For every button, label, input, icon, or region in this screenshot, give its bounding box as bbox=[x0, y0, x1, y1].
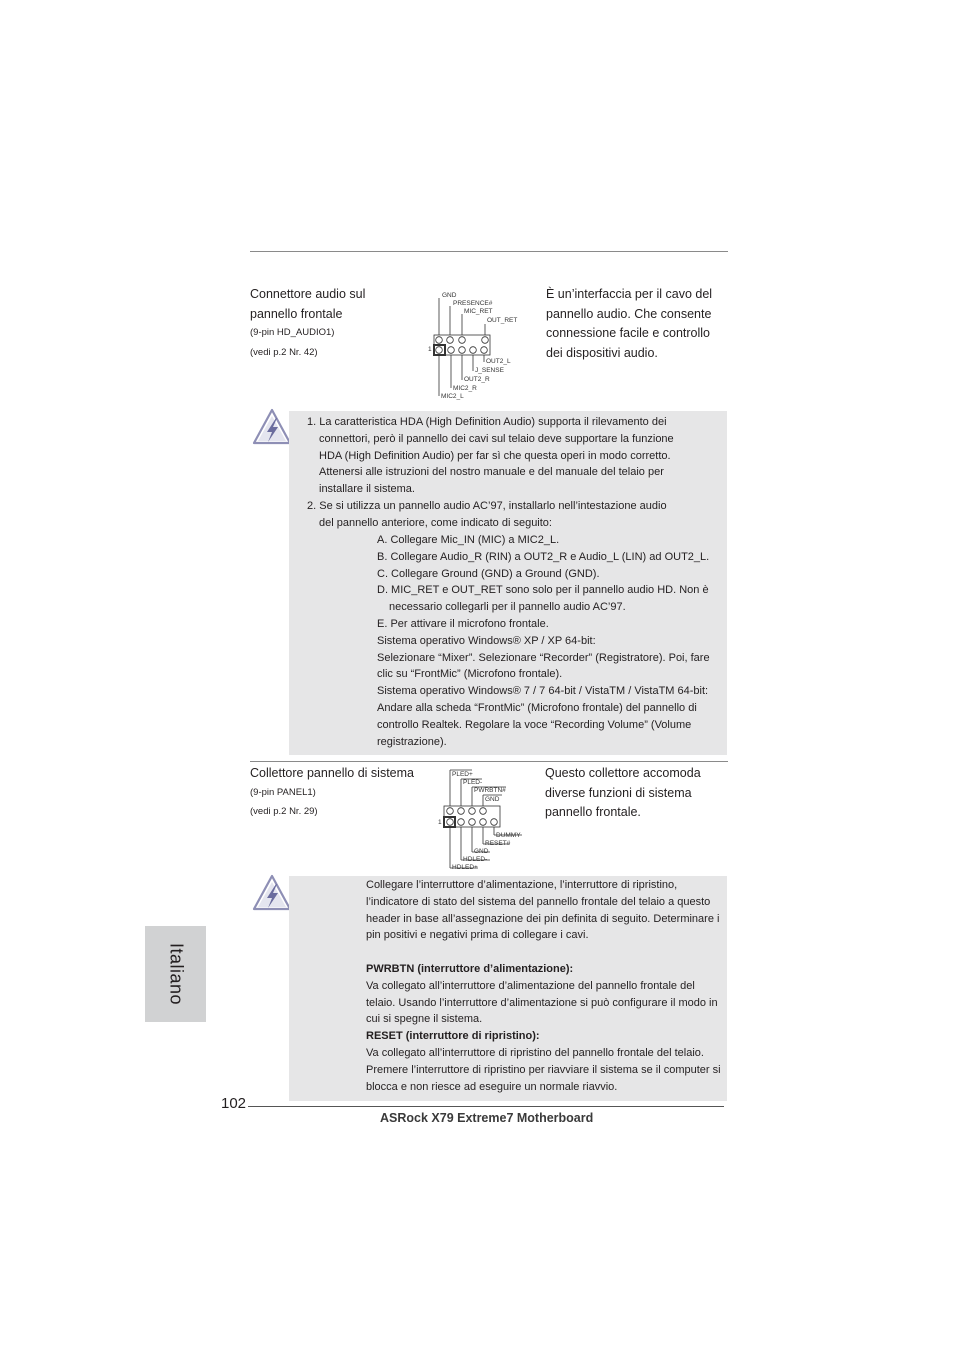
section1-title-line2: pannello frontale bbox=[250, 306, 343, 321]
note1-sub-line: B. Collegare Audio_R (RIN) a OUT2_R e Audio_L (LIN) ad OUT2_L. bbox=[377, 550, 710, 563]
note1-os-xp: Sistema operativo Windows® XP / XP 64-bit: bbox=[377, 634, 596, 647]
note1-line: 2. Se si utilizza un pannello audio AC’97, installarlo nell’intestazione audio bbox=[307, 499, 667, 512]
note1-win7-line: controllo Realtek. Regolare la voce “Recording Volume” (Volume bbox=[377, 718, 692, 731]
section2-description bbox=[545, 764, 730, 823]
language-side-tab bbox=[145, 926, 206, 1022]
section2-page-ref: (vedi p.2 Nr. 29) bbox=[250, 806, 318, 817]
section1-desc-line: pannello audio. Che consente bbox=[546, 306, 712, 321]
note2-intro-line: header in base all’assegnazione dei pin definita di seguito. Determinare i bbox=[366, 912, 720, 925]
pin-label-pled-plus: PLED+ bbox=[452, 771, 473, 778]
pin-label-out-ret: OUT_RET bbox=[487, 317, 518, 324]
pin-label-j-sense: J_SENSE bbox=[475, 367, 504, 374]
pin-label-mic2-r: MIC2_R bbox=[453, 385, 477, 392]
note1-line: 1. La caratteristica HDA (High Definition Audio) supporta il rilevamento dei bbox=[307, 416, 667, 428]
panel-header-diagram bbox=[438, 768, 533, 872]
section2-title: Collettore pannello di sistema bbox=[250, 766, 414, 780]
note1-line: del pannello anteriore, come indicato di seguito: bbox=[319, 516, 552, 529]
note1-sub-line: E. Per attivare il microfono frontale. bbox=[377, 617, 549, 630]
hd-audio-header-diagram bbox=[425, 288, 535, 403]
note1-win7-line: Andare alla scheda “FrontMic” (Microfono frontale) del pannello di bbox=[377, 701, 697, 714]
section1-pin-ref: (9-pin HD_AUDIO1) bbox=[250, 327, 335, 338]
pin-label-reset: RESET# bbox=[485, 840, 511, 847]
note1-os-7: Sistema operativo Windows® 7 / 7 64-bit / VistaTM / VistaTM 64-bit: bbox=[377, 685, 709, 698]
note1-line: Attenersi alle istruzioni del nostro manuale e del manuale del telaio per bbox=[319, 466, 664, 479]
section1-page-ref: (vedi p.2 Nr. 42) bbox=[250, 347, 318, 358]
note1-sub-line: D. MIC_RET e OUT_RET sono solo per il pannello audio HD. Non è bbox=[377, 584, 709, 597]
section1-desc-line: È un’interfaccia per il cavo del bbox=[546, 287, 713, 301]
pin-label-mic-ret: MIC_RET bbox=[464, 308, 493, 315]
note2-pwrbtn-line: cui si spegne il sistema. bbox=[366, 1013, 483, 1026]
note1-sub-line: C. Collegare Ground (GND) a Ground (GND). bbox=[377, 567, 600, 580]
note2-reset-line: blocca e non riesce ad eseguire un normale riavvio. bbox=[366, 1080, 618, 1093]
pin-label-pled-minus: PLED- bbox=[463, 779, 483, 786]
note1-line: connettori, però il pannello dei cavi sul telaio deve supportare la funzione bbox=[319, 432, 674, 445]
note2-intro-line: Collegare l’interruttore d’alimentazione, l’interruttore di ripristino, bbox=[366, 879, 678, 891]
pin-label-dummy: DUMMY bbox=[496, 832, 521, 839]
note1-sub-line: necessario collegarli per il pannello audio AC’97. bbox=[389, 601, 626, 614]
note1-win7-line: registrazione). bbox=[377, 735, 447, 748]
note2-box bbox=[289, 876, 727, 1101]
pin-label-out2-l: OUT2_L bbox=[486, 358, 511, 365]
section2-desc-line: Questo collettore accomoda bbox=[545, 766, 701, 780]
section2-pin-ref: (9-pin PANEL1) bbox=[250, 787, 316, 798]
note2-intro-line: pin positivi e negativi prima di collegare i cavi. bbox=[366, 929, 589, 942]
section1-title-line1: Connettore audio sul bbox=[250, 287, 366, 301]
pin-label-hdled-minus: HDLED- bbox=[463, 856, 488, 863]
note1-line: installare il sistema. bbox=[319, 483, 415, 496]
warning-icon bbox=[251, 407, 293, 447]
note2-pwrbtn-title: PWRBTN (interruttore d’alimentazione): bbox=[366, 962, 574, 975]
pin-label-gnd-top: GND bbox=[485, 796, 500, 803]
note2-reset-line: Premere l’interruttore di ripristino per riavviare il sistema se il computer si bbox=[366, 1063, 721, 1076]
pin-label-pwrbtn: PWRBTN# bbox=[474, 787, 506, 794]
section1-desc-line: dei dispositivi audio. bbox=[546, 345, 658, 360]
pin-label-one: 1 bbox=[438, 819, 442, 826]
pin-label-out2-r: OUT2_R bbox=[464, 376, 490, 383]
section-rule bbox=[250, 761, 728, 762]
pin-label-mic2-l: MIC2_L bbox=[441, 393, 464, 400]
section1-desc-line: connessione facile e controllo bbox=[546, 326, 710, 340]
footer-rule bbox=[248, 1106, 724, 1107]
pin-label-gnd: GND bbox=[442, 292, 457, 299]
note2-reset-title: RESET (interruttore di ripristino): bbox=[366, 1030, 540, 1043]
note2-pwrbtn-line: Va collegato all’interruttore d’alimentazione del pannello frontale del bbox=[366, 979, 695, 992]
note1-line: HDA (High Definition Audio) per far sì che questa operi in modo corretto. bbox=[319, 449, 671, 462]
footer-product: ASRock X79 Extreme7 Motherboard bbox=[380, 1111, 594, 1125]
section2-desc-line: diverse funzioni di sistema bbox=[545, 785, 692, 800]
note1-box bbox=[289, 411, 727, 755]
note1-xp-line: clic su “FrontMic” (Microfono frontale). bbox=[377, 668, 563, 681]
note1-xp-line: Selezionare “Mixer”. Selezionare “Recorder” (Registratore). Poi, fare bbox=[377, 651, 710, 664]
section1-title bbox=[250, 285, 365, 324]
page-number: 102 bbox=[221, 1095, 247, 1112]
pin-label-one: 1 bbox=[428, 346, 432, 353]
note2-pwrbtn-line: telaio. Usando l’interruttore d’alimentazione si può configurare il modo in bbox=[366, 996, 718, 1009]
section2-desc-line: pannello frontale. bbox=[545, 805, 641, 819]
pin-label-gnd-bottom: GND bbox=[474, 848, 489, 855]
warning-icon bbox=[251, 873, 293, 913]
note1-sub-line: A. Collegare Mic_IN (MIC) a MIC2_L. bbox=[377, 534, 560, 546]
note2-intro-line: l’indicatore di stato del sistema del pannello frontale del telaio a questo bbox=[366, 895, 711, 908]
pin-label-presence: PRESENCE# bbox=[453, 300, 493, 307]
section1-description bbox=[546, 285, 731, 363]
pin-label-hdled-plus: HDLED+ bbox=[452, 864, 478, 871]
note2-reset-line: Va collegato all’interruttore di ripristino del pannello frontale del telaio. bbox=[366, 1046, 704, 1059]
language-label: Italiano bbox=[166, 942, 186, 1006]
top-rule bbox=[250, 251, 728, 252]
